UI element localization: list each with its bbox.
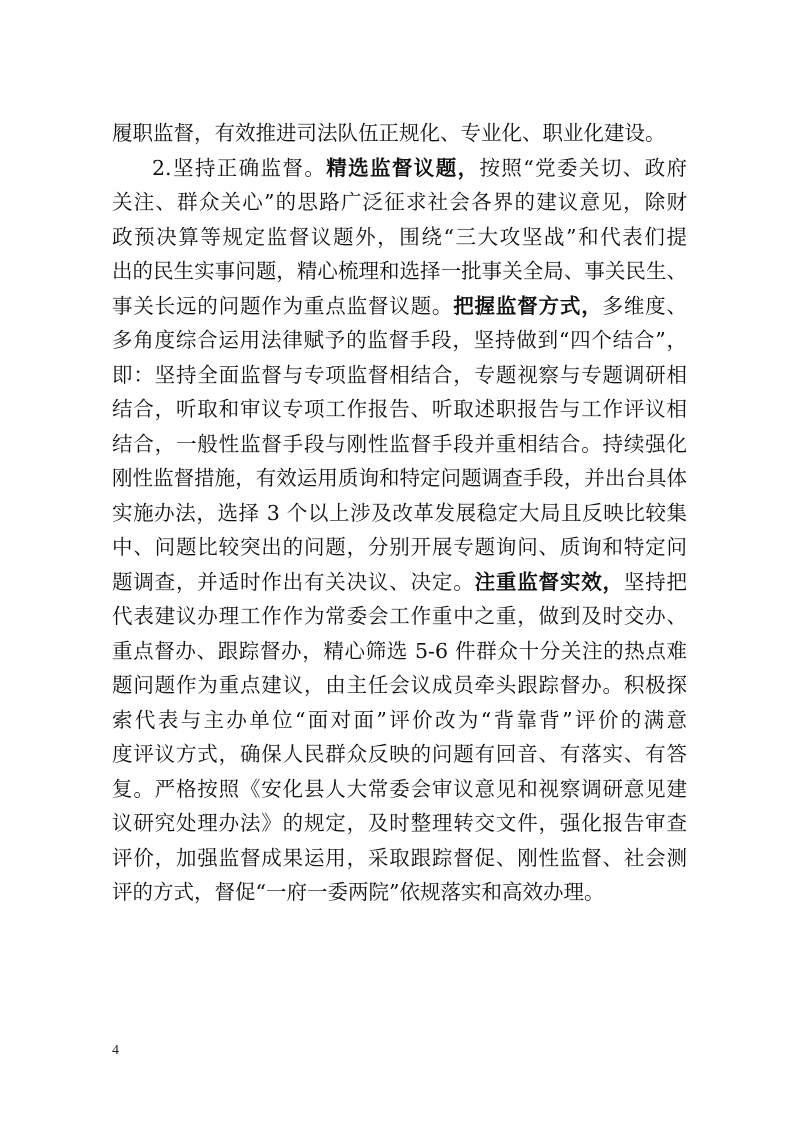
bold-heading-phrase: 把握监督方式， (453, 293, 603, 318)
text-run: 政预决算等规定监督议题外，围绕“三大攻坚战”和代表们提 (112, 224, 687, 249)
text-run: 评价，加强监督成果运用，采取跟踪督促、刚性监督、社会测 (112, 845, 687, 870)
text-run: 题调查，并适时作出有关决议、决定。 (112, 569, 475, 594)
text-run: 按照“党委关切、政府 (479, 155, 687, 180)
text-run: 复。严格按照《安化县人大常委会审议意见和视察调研意见建 (112, 776, 687, 801)
text-run: 议研究处理办法》的规定，及时整理转交文件，强化报告审查 (112, 811, 687, 835)
text-run: 即：坚持全面监督与专项监督相结合，专题视察与专题调研相 (112, 362, 687, 387)
text-line (112, 703, 687, 737)
text-line (112, 323, 687, 357)
text-run: 出的民生实事问题，精心梳理和选择一批事关全局、事关民生、 (112, 259, 687, 283)
text-line (112, 427, 687, 461)
text-line (112, 220, 687, 254)
page-number: 4 (112, 1043, 119, 1058)
text-line (112, 116, 687, 150)
text-line (112, 806, 687, 840)
text-line (112, 599, 687, 633)
text-line (112, 841, 687, 875)
text-run: 中、问题比较突出的问题，分别开展专题询问、质询和特定问 (112, 535, 687, 559)
text-run: 代表建议办理工作作为常委会工作重中之重，做到及时交办、 (112, 604, 687, 628)
text-line (112, 358, 687, 392)
text-line (112, 772, 687, 806)
text-run: 重点督办、跟踪督办，精心筛选 5-6 件群众十分关注的热点难 (112, 638, 687, 663)
text-run: 结合，一般性监督手段与刚性监督手段并重相结合。持续强化 (112, 431, 687, 456)
text-run: 实施办法，选择 3 个以上涉及改革发展稳定大局且反映比较集 (112, 500, 687, 525)
text-line (112, 461, 687, 495)
bold-heading-phrase: 注重监督实效， (474, 569, 624, 594)
text-run: 度评议方式，确保人民群众反映的问题有回音、有落实、有答 (112, 742, 687, 766)
text-run: 题问题作为重点建议，由主任会议成员牵头跟踪督办。积极探 (112, 673, 687, 697)
text-line (112, 185, 687, 219)
text-run: 多维度、 (602, 293, 687, 318)
text-run: 事关长远的问题作为重点监督议题。 (112, 293, 454, 318)
text-line (112, 565, 687, 599)
text-run: 刚性监督措施，有效运用质询和特定问题调查手段，并出台具体 (112, 466, 687, 490)
text-run: 结合，听取和审议专项工作报告、听取述职报告与工作评议相 (112, 397, 687, 421)
text-line (112, 496, 687, 530)
text-line (112, 634, 687, 668)
text-run: 索代表与主办单位“面对面”评价改为“背靠背”评价的满意 (112, 707, 687, 732)
bold-heading-phrase: 精选监督议题， (326, 155, 480, 180)
text-line (112, 737, 687, 771)
text-run: 评的方式，督促“一府一委两院”依规落实和高效办理。 (112, 880, 605, 904)
text-line (152, 151, 687, 185)
text-line (112, 668, 687, 702)
text-run: 坚持把 (623, 569, 687, 594)
text-line (112, 254, 687, 288)
text-run: 多角度综合运用法律赋予的监督手段，坚持做到“四个结合”， (112, 328, 687, 352)
text-line (112, 875, 687, 909)
text-run: 2.坚持正确监督。 (152, 155, 327, 180)
text-line (112, 392, 687, 426)
text-run: 履职监督，有效推进司法队伍正规化、专业化、职业化建设。 (112, 121, 666, 145)
text-line (112, 289, 687, 323)
text-line (112, 530, 687, 564)
text-run: 关注、群众关心”的思路广泛征求社会各界的建议意见，除财 (112, 190, 687, 214)
